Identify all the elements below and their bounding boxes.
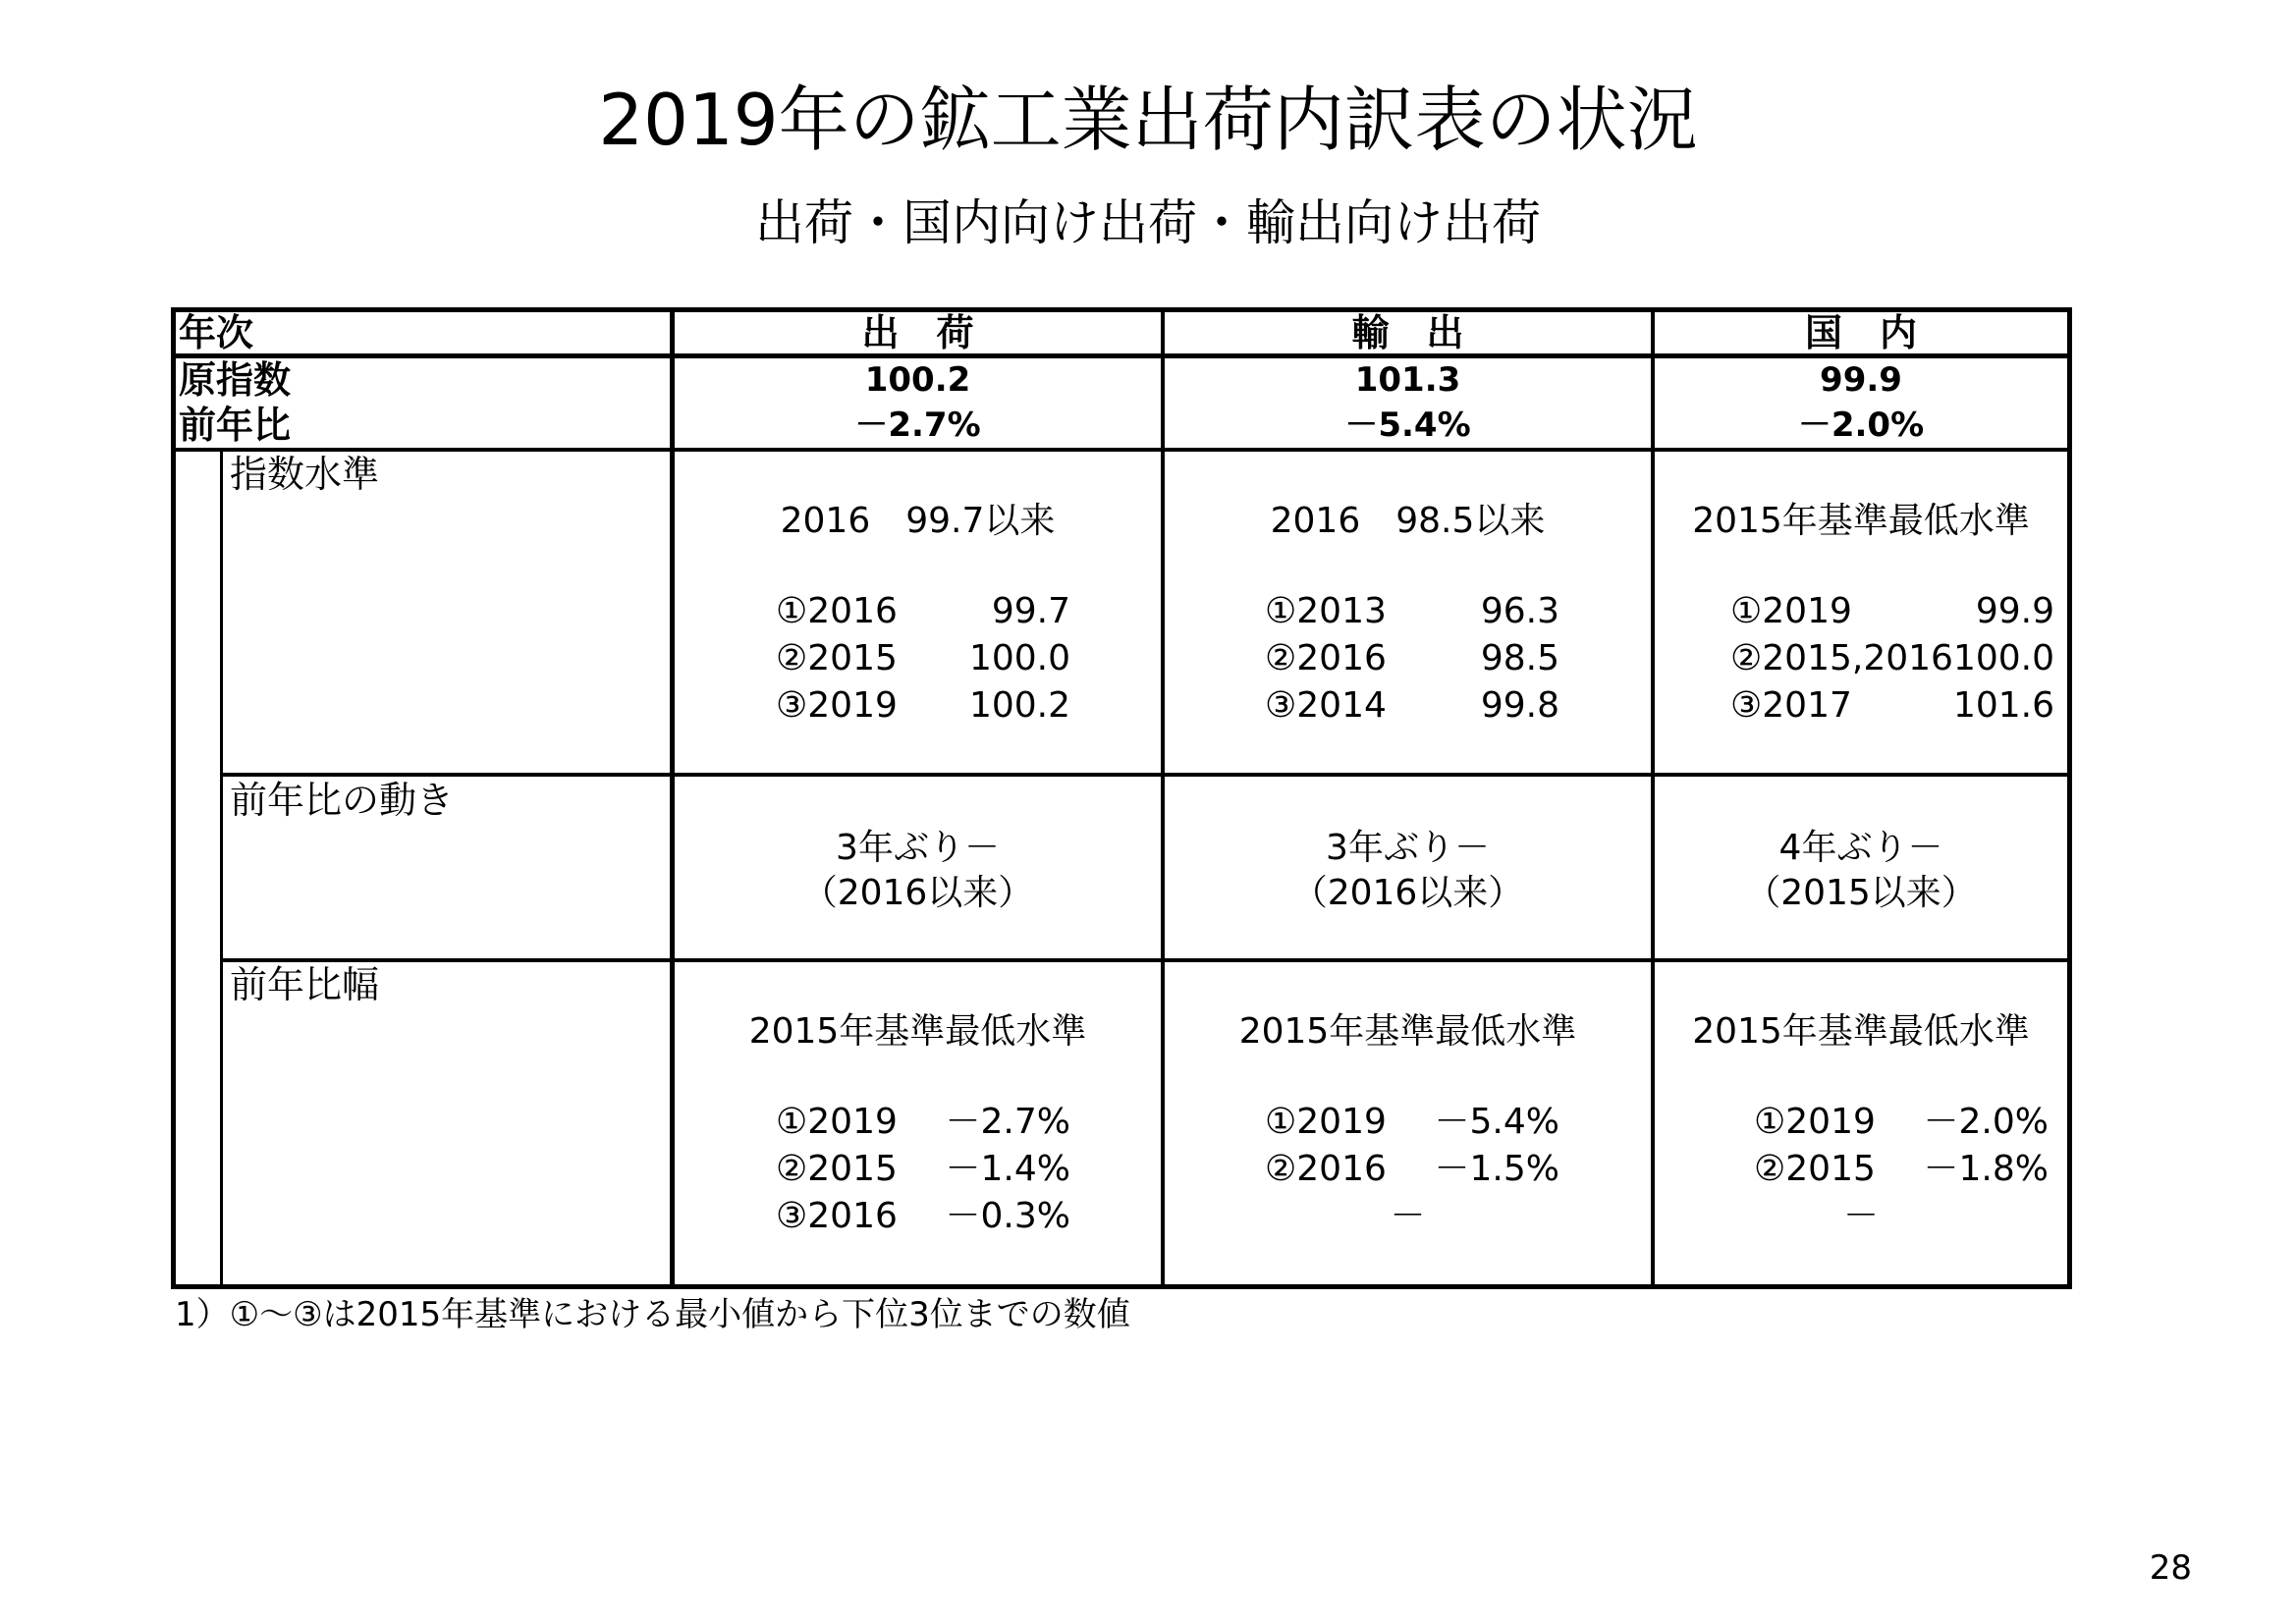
row-label-original-index: 原指数 — [179, 358, 292, 402]
header-label-year: 年次 — [179, 311, 254, 354]
rank-year: ①2019 — [1730, 591, 1852, 631]
rank-row — [1730, 589, 2054, 634]
rank-row — [776, 636, 1070, 681]
index-level-headline-exports: 2016 98.5以来 — [1270, 501, 1546, 541]
section-label-yoy-range: 前年比幅 — [230, 963, 380, 1006]
section-label-index-level: 指数水準 — [230, 453, 380, 496]
rank-value: －2.7% — [945, 1102, 1070, 1142]
rank-value: －1.8% — [1923, 1149, 2049, 1189]
rank-row — [1265, 683, 1559, 729]
rank-year: ①2019 — [776, 1102, 898, 1142]
section-divider-1 — [220, 773, 2072, 777]
rank-value: －1.5% — [1434, 1149, 1559, 1189]
rank-row — [776, 1100, 1070, 1145]
rank-value: 100.0 — [1952, 638, 2054, 678]
rank-year: ③2017 — [1730, 685, 1852, 726]
rank-row — [1265, 1147, 1559, 1192]
rank-year: ②2015 — [1754, 1149, 1876, 1189]
rank-row — [776, 589, 1070, 634]
section-divider-2 — [220, 958, 2072, 962]
rank-row — [1730, 683, 2054, 729]
footnote: 1）①～③は2015年基準における最小値から下位3位までの数値 — [175, 1295, 1130, 1334]
page-subtitle: 出荷・国内向け出荷・輸出向け出荷 — [755, 194, 1541, 251]
rank-value: 98.5 — [1480, 638, 1559, 678]
rank-year: ②2016 — [1265, 638, 1387, 678]
section-label-yoy-movement: 前年比の動き — [230, 779, 455, 822]
rank-value: 99.9 — [1975, 591, 2054, 631]
rank-row — [1730, 636, 2054, 681]
rank-value: 99.7 — [991, 591, 1070, 631]
column-header-exports: 輸 出 — [1351, 311, 1464, 354]
yoy-range-headline-exports: 2015年基準最低水準 — [1238, 1011, 1577, 1052]
rank-row — [1265, 636, 1559, 681]
rank-value: 96.3 — [1480, 591, 1559, 631]
rank-year: ①2013 — [1265, 591, 1387, 631]
rank-value: －0.3% — [945, 1196, 1070, 1236]
table-border-bottom — [171, 1284, 2072, 1289]
page-number: 28 — [2149, 1548, 2192, 1588]
rank-year: ①2016 — [776, 591, 898, 631]
table-border-right — [2067, 307, 2072, 1289]
table-border-left — [171, 307, 176, 1289]
rank-row — [776, 683, 1070, 729]
index-value-shipments: 100.2 — [864, 360, 971, 400]
rank-year: ①2019 — [1265, 1102, 1387, 1142]
yoy-movement-exports-line2: （2016以来） — [1291, 873, 1524, 913]
rank-row — [776, 1147, 1070, 1192]
empty-rank-dash: － — [1842, 1196, 1879, 1236]
yoy-value-exports: －5.4% — [1344, 406, 1471, 445]
rank-value: －1.4% — [945, 1149, 1070, 1189]
yoy-movement-exports-line1: 3年ぶり－ — [1326, 828, 1490, 868]
summary-divider — [171, 448, 2072, 452]
rank-year: ③2016 — [776, 1196, 898, 1236]
yoy-value-shipments: －2.7% — [854, 406, 981, 445]
rank-value: 99.8 — [1480, 685, 1559, 726]
yoy-value-domestic: －2.0% — [1797, 406, 1925, 445]
rank-year: ②2015 — [776, 1149, 898, 1189]
rank-year: ②2016 — [1265, 1149, 1387, 1189]
rank-row — [1754, 1147, 2049, 1192]
column-divider-3 — [1651, 307, 1655, 1289]
yoy-movement-shipments-line2: （2016以来） — [801, 873, 1034, 913]
rank-year: ①2019 — [1754, 1102, 1876, 1142]
index-level-headline-shipments: 2016 99.7以来 — [780, 501, 1056, 541]
index-value-domestic: 99.9 — [1820, 360, 1902, 400]
rank-row — [1265, 1100, 1559, 1145]
rank-value: －5.4% — [1434, 1102, 1559, 1142]
yoy-movement-shipments-line1: 3年ぶり－ — [836, 828, 1000, 868]
rank-row — [776, 1194, 1070, 1239]
rank-row — [1265, 589, 1559, 634]
rank-value: －2.0% — [1923, 1102, 2049, 1142]
column-header-domestic: 国 内 — [1804, 311, 1917, 354]
rank-row — [1754, 1100, 2049, 1145]
rank-year: ②2015 — [776, 638, 898, 678]
yoy-range-headline-domestic: 2015年基準最低水準 — [1692, 1011, 2030, 1052]
column-divider-2 — [1161, 307, 1165, 1289]
rank-value: 100.0 — [968, 638, 1070, 678]
rank-value: 101.6 — [1952, 685, 2054, 726]
column-header-shipments: 出 荷 — [861, 311, 974, 354]
column-divider-1 — [670, 307, 675, 1289]
yoy-movement-domestic-line1: 4年ぶり－ — [1778, 828, 1943, 868]
yoy-movement-domestic-line2: （2015以来） — [1745, 873, 1977, 913]
rank-value: 100.2 — [968, 685, 1070, 726]
row-label-yoy: 前年比 — [179, 404, 292, 447]
page-title: 2019年の鉱工業出荷内訳表の状況 — [598, 79, 1698, 161]
yoy-range-headline-shipments: 2015年基準最低水準 — [748, 1011, 1087, 1052]
rank-year: ②2015,2016 — [1730, 638, 1953, 678]
index-level-headline-domestic: 2015年基準最低水準 — [1692, 501, 2030, 541]
index-value-exports: 101.3 — [1354, 360, 1461, 400]
rank-year: ③2014 — [1265, 685, 1387, 726]
indent-line — [220, 448, 223, 1289]
rank-year: ③2019 — [776, 685, 898, 726]
empty-rank-dash: － — [1390, 1196, 1426, 1236]
